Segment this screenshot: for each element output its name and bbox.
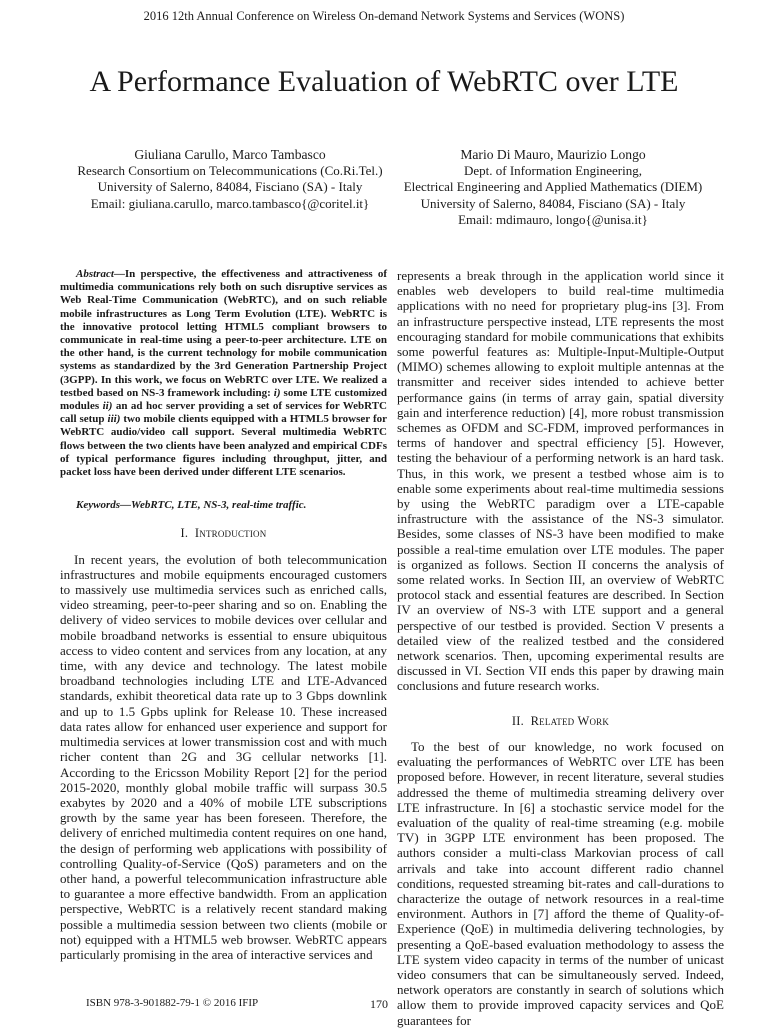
abstract [60, 268, 387, 479]
author-block-left [60, 147, 400, 212]
abstract-text-b: some LTE customized modules [60, 386, 387, 413]
abstract-text-c: an ad hoc server providing a set of services for WebRTC call setup [60, 400, 387, 426]
email-left: Email: giuliana.carullo, marco.tambasco{@coritel.it} [90, 195, 370, 211]
author-names-left: Giuliana Carullo, Marco Tambasco [134, 147, 326, 162]
affiliation-right-3: University of Salerno, 84084, Fisciano (SA) - Italy [420, 195, 686, 211]
abstract-marker-ii: ii) [102, 400, 113, 413]
affiliation-right-1: Dept. of Information Engineering, [464, 163, 642, 179]
section-title: Related Work [530, 713, 610, 728]
abstract-lead: Abstract [76, 268, 114, 280]
left-column [60, 268, 387, 962]
paper-title: A Performance Evaluation of WebRTC over LTE [89, 65, 679, 98]
email-right: Email: mdimauro, longo{@unisa.it} [458, 211, 648, 227]
page-number: 170 [370, 997, 388, 1011]
keywords: Keywords—WebRTC, LTE, NS-3, real-time traffic. [76, 499, 307, 512]
section-title: Introduction [194, 526, 267, 541]
section-heading-introduction [60, 526, 387, 541]
right-column [397, 268, 724, 1028]
introduction-paragraph: In recent years, the evolution of both telecommunication infrastructures and mobile equipments encouraged customers to massively use multimedia services such as enriched calls, video streaming, peer-to-peer sharing and so on. Enabling the delivery of video services to mobile devices over cellular and mobile broadband networks is essential to ensure ubiquitous access to video content and services from any location, at any time, with any device and technology. The latest mobile broadband technologies including LTE and LTE-Advanced standards, exhibit theoretical data rate up to 3 Gbps downlink and up to 1.5 Gpbs uplink for Release 10. These increased data rates allow for enhanced user experience and support for multimedia services at lower transmission cost and with much richer content than 2G and 3G cellular networks [1]. According to the Ericsson Mobility Report [2] for the period 2015-2020, monthly global mobile traffic will surpass 30.5 exabytes by 2020 and a 40% of mobile LTE subscriptions growth by the same year has been foreseen. Therefore, the delivery of enriched multimedia content requires on one hand, the design of performing web applications with possibility of controlling Quality-of-Service (QoS) parameters and on the other hand, a powerful telecommunication infrastructure able to guarantee a more effective bandwidth. From an application perspective, WebRTC is a relatively recent standard making possible a multimedia session between two clients (mobile or not) equipped with a HTML5 web browser. WebRTC appears particularly promising in the area of interactive services and [60, 551, 387, 962]
abstract-text-d: two mobile clients equipped with a HTML5 browser for WebRTC audio/video call support. Several multimedia WebRTC flows between the two clients have been analyzed and empirical CDFs of typical performance figures including throughput, jitter, and packet loss have been derived under different LTE scenarios. [60, 413, 387, 479]
footer-isbn: ISBN 978-3-901882-79-1 © 2016 IFIP [86, 997, 259, 1009]
affiliation-left-1: Research Consortium on Telecommunications (Co.Ri.Tel.) [77, 163, 383, 179]
introduction-continuation: represents a break through in the application world since it enables web developers to build real-time multimedia applications with no need for proprietary plug-ins [3]. From an infrastructure perspective instead, LTE represents the most encouraging standard for mobile communications that exhibits some powerful features as: Multiple-Input-Multiple-Output (MIMO) schemes allowing to exploit multiple antennas at the transmitter and receiver sides intended to achieve better performance gains (in terms of array gain, spatial diversity gain and interference reduction) [4], more robust transmission schemes as OFDM and SC-FDM, improved performances in terms of handover and spectral efficiency [5]. However, testing the behaviour of a performing network is an hard task. Thus, in this work, we present a testbed whose aim is to enable some experiments about real-time multimedia sessions by using the WebRTC paradigm over a LTE-capable infrastructure with the assistance of the NS-3 simulator. Besides, some classes of NS-3 have been modified to make possible a real-time emulation over LTE modules. The paper is organized as follows. Section II concerns the analysis of some related works. In Section III, an overview of WebRTC protocol stack and essential features are described. In Section IV an overview of NS-3 with LTE support and a general perspective of our testbed is provided. Section V presents a detailed view of the realized testbed and the considered network scenarios. Then, upcoming experimental results are discussed in VI. Section VII ends this paper by drawing main conclusions and future research works. [397, 268, 724, 694]
abstract-marker-iii: iii) [107, 413, 121, 426]
abstract-marker-i: i) [273, 386, 281, 399]
related-work-paragraph: To the best of our knowledge, no work focused on evaluating the performances of WebRTC over LTE has been proposed before. However, in recent literature, several studies addressed the theme of multimedia streaming delivery over LTE infrastructure. In [6] a stochastic service model for the evaluation of the quality of real-time streaming (e.g. mobile TV) in 3GPP LTE environment has been proposed. The authors consider a multi-class Markovian process of call arrivals and take into account different radio channel conditions, requested streaming bit-rates and call-durations to characterize the outage of network resources in a real-time environment. Authors in [7] afford the theme of Quality-of-Experience (QoE) in multimedia delivering technologies, by presenting a QoE-based evaluation methodology to assess the LTE system video capacity in terms of the number of unicast video consumers that can be simultaneously served. Indeed, network operators are constantly in search of solutions which allow them to provide improved capacity services and QoE guarantees for [397, 738, 724, 1028]
abstract-text-a: —In perspective, the effectiveness and attractiveness of multimedia communications rely both on such disruptive services as Web Real-Time Communication (WebRTC), and on such reliable mobile infrastructures as Long Term Evolution (LTE). WebRTC is the innovative protocol letting HTML5 compliant browsers to communicate in real-time using a peer-to-peer architecture. LTE on the other hand, is the current technology for mobile communication systems as standardized by the 3rd Generation Partnership Project (3GPP). In this work, we focus on WebRTC over LTE. We realized a testbed based on NS-3 framework including: [60, 268, 387, 399]
section-number: II. [511, 713, 524, 728]
section-number: I. [180, 526, 189, 541]
section-heading-related-work [397, 714, 724, 729]
author-names-right: Mario Di Mauro, Maurizio Longo [460, 147, 646, 162]
author-block-right [378, 147, 728, 228]
affiliation-right-2: Electrical Engineering and Applied Mathematics (DIEM) [403, 179, 703, 195]
affiliation-left-2: University of Salerno, 84084, Fisciano (SA) - Italy [97, 179, 363, 195]
conference-header: 2016 12th Annual Conference on Wireless On-demand Network Systems and Services (WONS) [143, 9, 625, 23]
